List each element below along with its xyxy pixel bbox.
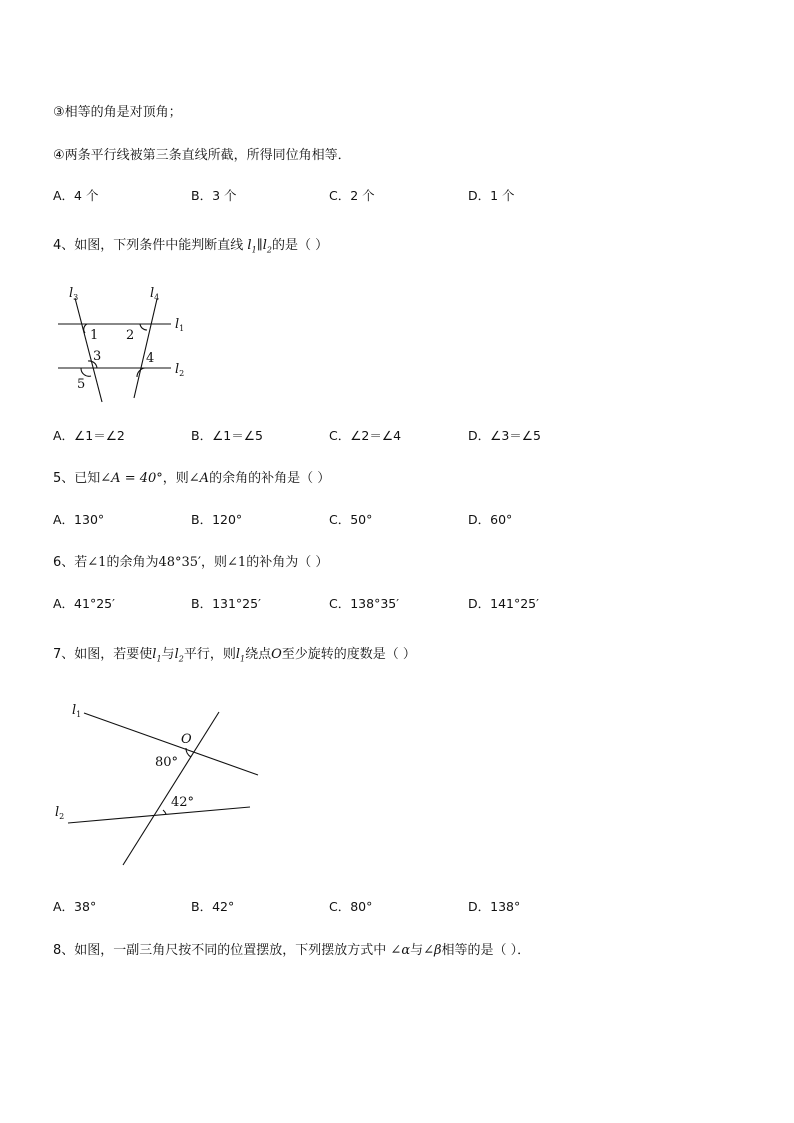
q5-option-c[interactable]: C．50° <box>329 512 373 527</box>
q4-line-l1: $l_1$ <box>247 238 257 255</box>
q5-mid: ，则 <box>162 471 189 486</box>
q6-mid: 的余角为 <box>106 555 159 570</box>
q4-label-angle2: 2 <box>126 328 135 343</box>
q7-option-b[interactable]: B．42° <box>191 899 235 914</box>
q7-line-l1: $l_1$ <box>152 647 162 664</box>
q7-point-o: O <box>271 647 282 662</box>
q4-label-l2: $l_2$ <box>175 362 185 378</box>
q5-option-d[interactable]: D．60° <box>468 512 513 527</box>
q6-suffix: 的补角为（ ） <box>246 555 329 570</box>
q4-line-l2: $l_2$ <box>262 238 272 255</box>
q8-stem <box>53 939 530 958</box>
q5-option-b[interactable]: B．120° <box>191 512 243 527</box>
q7-label-o: O <box>181 732 192 747</box>
q7-label-l2: $l_2$ <box>55 805 65 821</box>
q4-option-b[interactable]: B．∠1＝∠5 <box>191 428 263 443</box>
q4-option-d[interactable]: D．∠3＝∠5 <box>468 428 541 443</box>
statement-3: ③相等的角是对顶角； <box>53 105 182 120</box>
q4-suffix: 的是（ ） <box>271 238 329 253</box>
q4-label-l3: $l_3$ <box>69 286 79 302</box>
q6-angle: ∠1 <box>87 555 107 570</box>
q3-option-d[interactable]: D．1 个 <box>468 188 515 203</box>
q7-line-l1-again: $l_1$ <box>235 647 246 664</box>
q6-mid2: ，则 <box>201 555 228 570</box>
q5-prefix: 5、已知 <box>53 471 101 486</box>
q6-value: 48°35′ <box>158 555 202 570</box>
q6-option-c[interactable]: C．138°35′ <box>329 596 400 611</box>
q8-mid: 与 <box>410 943 424 958</box>
q4-label-angle3: 3 <box>93 349 102 364</box>
q3-option-b[interactable]: B．3 个 <box>191 188 237 203</box>
q8-beta: ∠β <box>423 943 442 958</box>
q8-alpha: ∠α <box>390 943 411 958</box>
q7-option-d[interactable]: D．138° <box>468 899 521 914</box>
q5-angle-value: ∠A = 40° <box>100 471 163 486</box>
q7-label-42: 42° <box>171 795 195 810</box>
q7-mid3: 绕点 <box>245 647 272 662</box>
q7-line-l2: $l_2$ <box>174 647 184 664</box>
q4-label-angle5: 5 <box>77 377 86 392</box>
q5-angle: ∠A <box>188 471 210 486</box>
q7-suffix: 至少旋转的度数是（ ） <box>281 647 416 662</box>
q6-angle2: ∠1 <box>227 555 247 570</box>
q8-suffix: 相等的是（ ）． <box>441 943 531 958</box>
q7-option-c[interactable]: C．80° <box>329 899 373 914</box>
q6-option-b[interactable]: B．131°25′ <box>191 596 261 611</box>
q4-label-angle1: 1 <box>90 328 99 343</box>
q7-angle42-arc <box>163 810 166 814</box>
q4-label-l1: $l_1$ <box>175 317 185 333</box>
q7-mid: 与 <box>161 647 175 662</box>
q4-option-a[interactable]: A．∠1＝∠2 <box>53 428 125 443</box>
q7-line-transversal-mark <box>123 712 219 865</box>
q4-label-l4: $l_4$ <box>150 286 160 302</box>
q6-option-d[interactable]: D．141°25′ <box>468 596 539 611</box>
q3-option-a[interactable]: A．4 个 <box>53 188 99 203</box>
q6-option-a[interactable]: A．41°25′ <box>53 596 115 611</box>
q7-option-a[interactable]: A．38° <box>53 899 97 914</box>
q4-parallel-symbol: ∥ <box>256 238 263 253</box>
q7-line-l2-mark <box>68 807 250 823</box>
q4-option-c[interactable]: C．∠2＝∠4 <box>329 428 402 443</box>
statement-4: ④两条平行线被第三条直线所截，所得同位角相等． <box>53 148 351 163</box>
q7-prefix: 7、如图，若要使 <box>53 647 153 662</box>
q7-label-l1: $l_1$ <box>72 703 82 719</box>
q4-prefix: 4、如图，下列条件中能判断直线 <box>53 238 244 253</box>
q7-label-80: 80° <box>155 755 179 770</box>
q6-prefix: 6、若 <box>53 555 88 570</box>
q5-option-a[interactable]: A．130° <box>53 512 105 527</box>
q3-option-c[interactable]: C．2 个 <box>329 188 375 203</box>
q5-suffix: 的余角的补角是（ ） <box>209 471 331 486</box>
q8-prefix: 8、如图，一副三角尺按不同的位置摆放，下列摆放方式中 <box>53 943 387 958</box>
q4-label-angle4: 4 <box>146 351 155 366</box>
q7-mid2: 平行，则 <box>183 647 236 662</box>
